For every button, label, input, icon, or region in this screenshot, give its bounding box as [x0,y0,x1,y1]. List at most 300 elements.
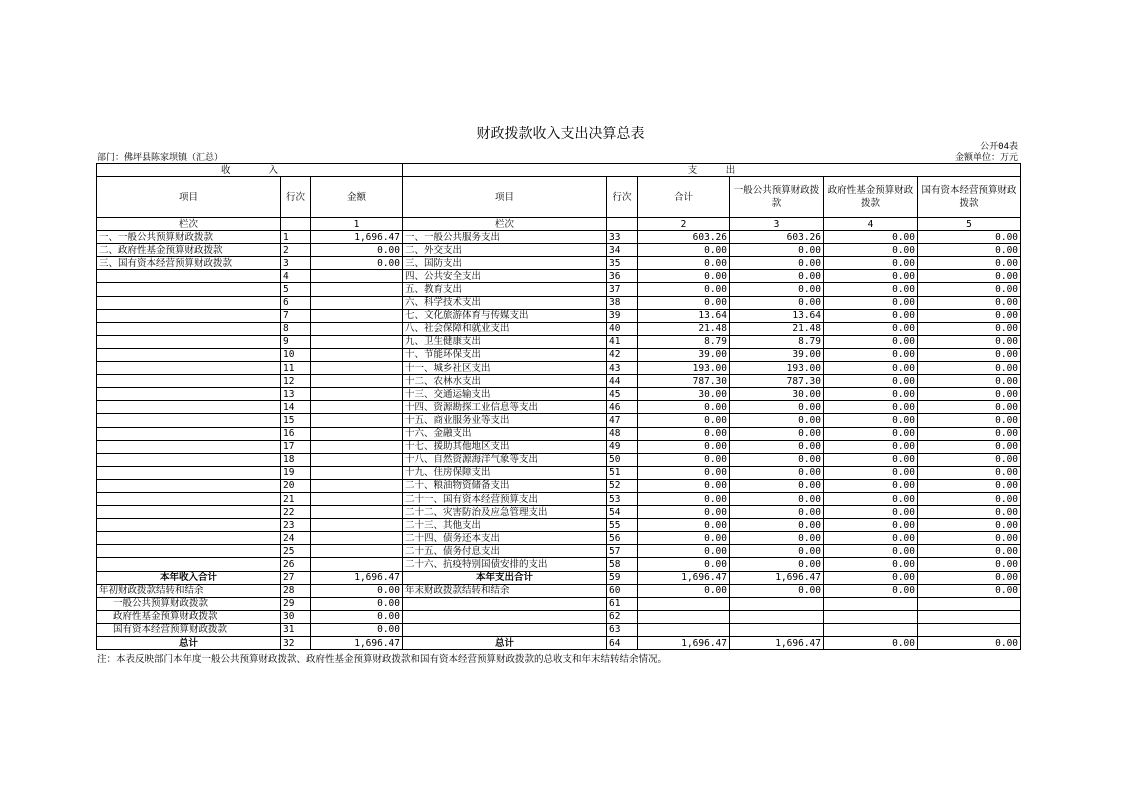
income-row-no: 1 [281,231,311,244]
income-row-no: 15 [281,414,311,427]
income-row-no: 24 [281,532,311,545]
income-row-no: 12 [281,375,311,388]
amount-unit: 金额单位：万元 [954,153,1018,163]
expense-row-no: 51 [607,466,638,479]
fund-budget-amount: 0.00 [824,479,918,492]
income-amount [311,362,403,375]
state-capital-amount: 0.00 [918,257,1021,270]
general-budget-amount: 21.48 [730,322,824,335]
page-title: 财政拨款收入支出决算总表 [476,126,645,142]
income-item: 总计 [97,637,281,650]
general-budget-amount: 787.30 [730,375,824,388]
total-amount: 0.00 [638,296,730,309]
general-budget-amount: 0.00 [730,532,824,545]
state-capital-amount: 0.00 [918,545,1021,558]
expense-rowno-header: 行次 [607,177,638,218]
expense-row-no: 52 [607,479,638,492]
expense-row-no: 64 [607,637,638,650]
expense-item: 一、一般公共服务支出 [403,231,607,244]
income-item [97,453,281,466]
fund-budget-amount: 0.00 [824,348,918,361]
empty-cell [607,218,638,231]
expense-item: 六、科学技术支出 [403,296,607,309]
income-amount: 1,696.47 [311,637,403,650]
expense-item: 七、文化旅游体育与传媒支出 [403,309,607,322]
income-item-header: 项目 [97,177,281,218]
table-row [97,322,1021,335]
income-amount: 0.00 [311,623,403,636]
total-amount: 0.00 [638,440,730,453]
expense-row-no: 42 [607,348,638,361]
state-capital-header: 国有资本经营预算财政拨款 [918,177,1021,218]
expense-item: 二十四、债务还本支出 [403,532,607,545]
total-amount: 0.00 [638,257,730,270]
income-amount: 1,696.47 [311,571,403,584]
state-capital-amount [918,597,1021,610]
expense-row-no: 44 [607,375,638,388]
general-budget-amount: 0.00 [730,466,824,479]
expense-item: 二十五、债务付息支出 [403,545,607,558]
income-row-no: 3 [281,257,311,270]
general-budget-amount: 0.00 [730,283,824,296]
total-amount: 0.00 [638,453,730,466]
income-item [97,335,281,348]
general-budget-amount: 39.00 [730,348,824,361]
expense-item: 十二、农林水支出 [403,375,607,388]
fund-budget-amount: 0.00 [824,558,918,571]
expense-item: 十七、援助其他地区支出 [403,440,607,453]
table-row [97,375,1021,388]
fund-budget-amount: 0.00 [824,427,918,440]
state-capital-amount: 0.00 [918,244,1021,257]
general-budget-amount: 0.00 [730,427,824,440]
expense-item: 十六、金融支出 [403,427,607,440]
total-amount: 8.79 [638,335,730,348]
state-capital-amount: 0.00 [918,309,1021,322]
column-number: 5 [918,218,1021,231]
amount-header: 金额 [311,177,403,218]
income-item [97,401,281,414]
expense-row-no: 37 [607,283,638,296]
general-budget-amount: 0.00 [730,492,824,505]
table-row [97,270,1021,283]
income-item [97,558,281,571]
income-amount [311,388,403,401]
income-item [97,545,281,558]
general-budget-amount: 0.00 [730,545,824,558]
expense-row-no: 49 [607,440,638,453]
total-amount: 1,696.47 [638,637,730,650]
general-budget-amount: 8.79 [730,335,824,348]
income-amount [311,558,403,571]
income-amount: 0.00 [311,597,403,610]
expense-item: 十一、城乡社区支出 [403,362,607,375]
income-amount [311,270,403,283]
fund-budget-amount: 0.00 [824,309,918,322]
general-budget-amount: 13.64 [730,309,824,322]
fund-budget-amount: 0.00 [824,296,918,309]
total-amount: 13.64 [638,309,730,322]
income-amount [311,401,403,414]
table-row [97,453,1021,466]
income-amount [311,414,403,427]
total-amount: 603.26 [638,231,730,244]
expense-item: 二十一、国有资本经营预算支出 [403,492,607,505]
income-amount [311,440,403,453]
income-amount [311,492,403,505]
state-capital-amount [918,610,1021,623]
income-row-no: 30 [281,610,311,623]
general-budget-amount: 0.00 [730,558,824,571]
income-item [97,492,281,505]
income-amount [311,479,403,492]
expense-row-no: 48 [607,427,638,440]
state-capital-amount: 0.00 [918,519,1021,532]
income-row-no: 25 [281,545,311,558]
fund-budget-amount: 0.00 [824,388,918,401]
total-amount: 0.00 [638,545,730,558]
income-amount [311,519,403,532]
income-amount: 0.00 [311,610,403,623]
total-header: 合计 [638,177,730,218]
fund-budget-amount: 0.00 [824,506,918,519]
expense-row-no: 35 [607,257,638,270]
general-budget-amount: 0.00 [730,453,824,466]
income-amount [311,322,403,335]
footnote: 注：本表反映部门本年度一般公共预算财政拨款、政府性基金预算财政拨款和国有资本经营预算财政拨款的总收支和年末结转结余情况。 [97,654,668,665]
expense-item: 二十、粮油物资储备支出 [403,479,607,492]
general-budget-amount: 0.00 [730,401,824,414]
table-row [97,545,1021,558]
fund-budget-amount: 0.00 [824,466,918,479]
expense-item: 五、教育支出 [403,283,607,296]
expense-row-no: 36 [607,270,638,283]
fund-budget-amount: 0.00 [824,231,918,244]
income-item [97,519,281,532]
expense-row-no: 47 [607,414,638,427]
state-capital-amount: 0.00 [918,637,1021,650]
expense-item: 十四、资源勘探工业信息等支出 [403,401,607,414]
income-row-no: 13 [281,388,311,401]
state-capital-amount: 0.00 [918,558,1021,571]
fund-budget-amount: 0.00 [824,492,918,505]
income-amount [311,348,403,361]
total-row [97,597,1021,610]
income-item: 二、政府性基金预算财政拨款 [97,244,281,257]
fund-budget-amount: 0.00 [824,322,918,335]
total-amount: 0.00 [638,519,730,532]
income-item [97,479,281,492]
expense-row-no: 63 [607,623,638,636]
state-capital-amount: 0.00 [918,388,1021,401]
column-number: 1 [311,218,403,231]
income-row-no: 26 [281,558,311,571]
state-capital-amount: 0.00 [918,362,1021,375]
expense-row-no: 62 [607,610,638,623]
total-amount: 0.00 [638,492,730,505]
expense-item: 总计 [403,637,607,650]
income-item [97,296,281,309]
expense-item: 十五、商业服务业等支出 [403,414,607,427]
expense-row-no: 38 [607,296,638,309]
state-capital-amount: 0.00 [918,296,1021,309]
general-budget-amount: 1,696.47 [730,571,824,584]
general-budget-amount [730,597,824,610]
state-capital-amount: 0.00 [918,335,1021,348]
budget-table [96,163,1021,650]
income-item [97,532,281,545]
expense-item: 年末财政拨款结转和结余 [403,584,607,597]
expense-item [403,610,607,623]
expense-row-no: 58 [607,558,638,571]
column-label: 栏次 [403,218,607,231]
total-row [97,610,1021,623]
total-amount: 30.00 [638,388,730,401]
expense-row-no: 59 [607,571,638,584]
state-capital-amount: 0.00 [918,506,1021,519]
empty-cell [281,218,311,231]
income-header: 收 入 [97,164,403,177]
income-amount [311,375,403,388]
income-row-no: 4 [281,270,311,283]
expense-row-no: 60 [607,584,638,597]
state-capital-amount: 0.00 [918,283,1021,296]
income-amount: 0.00 [311,244,403,257]
total-amount: 193.00 [638,362,730,375]
table-row [97,532,1021,545]
fund-budget-amount: 0.00 [824,401,918,414]
income-item [97,427,281,440]
income-item [97,362,281,375]
state-capital-amount: 0.00 [918,479,1021,492]
expense-item: 二十二、灾害防治及应急管理支出 [403,506,607,519]
income-amount [311,283,403,296]
expense-row-no: 39 [607,309,638,322]
expense-item: 四、公共安全支出 [403,270,607,283]
general-budget-amount: 0.00 [730,440,824,453]
total-amount: 0.00 [638,427,730,440]
general-budget-amount: 603.26 [730,231,824,244]
fund-budget-amount [824,597,918,610]
expense-item: 八、社会保障和就业支出 [403,322,607,335]
income-item: 政府性基金预算财政拨款 [97,610,281,623]
table-row [97,296,1021,309]
total-amount: 0.00 [638,479,730,492]
income-rowno-header: 行次 [281,177,311,218]
income-row-no: 8 [281,322,311,335]
expense-row-no: 55 [607,519,638,532]
income-row-no: 20 [281,479,311,492]
expense-row-no: 34 [607,244,638,257]
total-amount: 1,696.47 [638,571,730,584]
column-number: 4 [824,218,918,231]
fund-budget-amount: 0.00 [824,519,918,532]
total-amount: 0.00 [638,414,730,427]
income-item: 一般公共预算财政拨款 [97,597,281,610]
income-row-no: 14 [281,401,311,414]
income-item: 本年收入合计 [97,571,281,584]
table-row [97,479,1021,492]
total-amount: 0.00 [638,270,730,283]
fund-budget-amount [824,623,918,636]
income-item: 一、一般公共预算财政拨款 [97,231,281,244]
total-amount: 0.00 [638,283,730,296]
fund-budget-amount: 0.00 [824,283,918,296]
table-row [97,401,1021,414]
total-amount [638,610,730,623]
income-row-no: 18 [281,453,311,466]
expense-row-no: 57 [607,545,638,558]
form-code: 公开04表 [980,142,1018,152]
fund-budget-amount: 0.00 [824,571,918,584]
income-row-no: 21 [281,492,311,505]
income-amount: 1,696.47 [311,231,403,244]
table-row [97,506,1021,519]
general-budget-amount: 0.00 [730,244,824,257]
income-row-no: 2 [281,244,311,257]
income-item [97,270,281,283]
fund-budget-amount: 0.00 [824,440,918,453]
general-budget-amount: 0.00 [730,296,824,309]
total-amount: 0.00 [638,584,730,597]
state-capital-amount [918,623,1021,636]
general-budget-amount: 0.00 [730,257,824,270]
income-row-no: 19 [281,466,311,479]
state-capital-amount: 0.00 [918,532,1021,545]
state-capital-amount: 0.00 [918,231,1021,244]
general-budget-amount [730,623,824,636]
fund-budget-header: 政府性基金预算财政拨款 [824,177,918,218]
income-item [97,440,281,453]
total-amount [638,597,730,610]
total-row [97,584,1021,597]
table-row [97,244,1021,257]
income-row-no: 27 [281,571,311,584]
income-amount [311,335,403,348]
table-row [97,283,1021,296]
income-amount: 0.00 [311,257,403,270]
fund-budget-amount: 0.00 [824,637,918,650]
income-amount [311,466,403,479]
income-item: 国有资本经营预算财政拨款 [97,623,281,636]
table-row [97,519,1021,532]
income-item [97,283,281,296]
income-item [97,322,281,335]
table-row [97,388,1021,401]
total-amount: 787.30 [638,375,730,388]
general-budget-amount: 1,696.47 [730,637,824,650]
state-capital-amount: 0.00 [918,453,1021,466]
income-amount [311,296,403,309]
income-row-no: 5 [281,283,311,296]
column-number: 2 [638,218,730,231]
state-capital-amount: 0.00 [918,375,1021,388]
income-item [97,466,281,479]
state-capital-amount: 0.00 [918,270,1021,283]
expense-row-no: 54 [607,506,638,519]
table-row [97,414,1021,427]
income-amount [311,309,403,322]
general-budget-amount: 30.00 [730,388,824,401]
income-row-no: 31 [281,623,311,636]
expense-row-no: 41 [607,335,638,348]
fund-budget-amount: 0.00 [824,545,918,558]
table-row [97,231,1021,244]
general-budget-header: 一般公共预算财政拨款 [730,177,824,218]
table-row [97,309,1021,322]
expense-item: 九、卫生健康支出 [403,335,607,348]
state-capital-amount: 0.00 [918,584,1021,597]
expense-row-no: 50 [607,453,638,466]
income-item [97,506,281,519]
column-label: 栏次 [97,218,281,231]
table-row [97,492,1021,505]
state-capital-amount: 0.00 [918,322,1021,335]
table-row [97,257,1021,270]
total-row [97,571,1021,584]
income-amount: 0.00 [311,584,403,597]
income-item [97,348,281,361]
expense-row-no: 43 [607,362,638,375]
income-amount [311,453,403,466]
fund-budget-amount [824,610,918,623]
table-row [97,362,1021,375]
income-row-no: 23 [281,519,311,532]
fund-budget-amount: 0.00 [824,335,918,348]
expense-item [403,623,607,636]
total-amount: 39.00 [638,348,730,361]
table-row [97,440,1021,453]
total-row [97,637,1021,650]
state-capital-amount: 0.00 [918,427,1021,440]
income-row-no: 17 [281,440,311,453]
table-row [97,427,1021,440]
income-row-no: 10 [281,348,311,361]
table-row [97,348,1021,361]
income-row-no: 29 [281,597,311,610]
column-number: 3 [730,218,824,231]
income-row-no: 22 [281,506,311,519]
expense-item: 二、外交支出 [403,244,607,257]
state-capital-amount: 0.00 [918,348,1021,361]
total-amount: 0.00 [638,244,730,257]
income-row-no: 7 [281,309,311,322]
state-capital-amount: 0.00 [918,401,1021,414]
expense-item: 二十三、其他支出 [403,519,607,532]
fund-budget-amount: 0.00 [824,414,918,427]
income-row-no: 11 [281,362,311,375]
expense-row-no: 53 [607,492,638,505]
total-amount: 0.00 [638,558,730,571]
expense-item [403,597,607,610]
state-capital-amount: 0.00 [918,466,1021,479]
table-row [97,335,1021,348]
total-row [97,623,1021,636]
fund-budget-amount: 0.00 [824,453,918,466]
income-row-no: 6 [281,296,311,309]
total-amount: 0.00 [638,532,730,545]
fund-budget-amount: 0.00 [824,532,918,545]
fund-budget-amount: 0.00 [824,257,918,270]
income-item [97,388,281,401]
fund-budget-amount: 0.00 [824,244,918,257]
income-item [97,375,281,388]
department-label: 部门：佛坪县陈家坝镇（汇总） [97,153,224,163]
general-budget-amount: 0.00 [730,519,824,532]
income-item: 年初财政拨款结转和结余 [97,584,281,597]
general-budget-amount: 193.00 [730,362,824,375]
state-capital-amount: 0.00 [918,571,1021,584]
